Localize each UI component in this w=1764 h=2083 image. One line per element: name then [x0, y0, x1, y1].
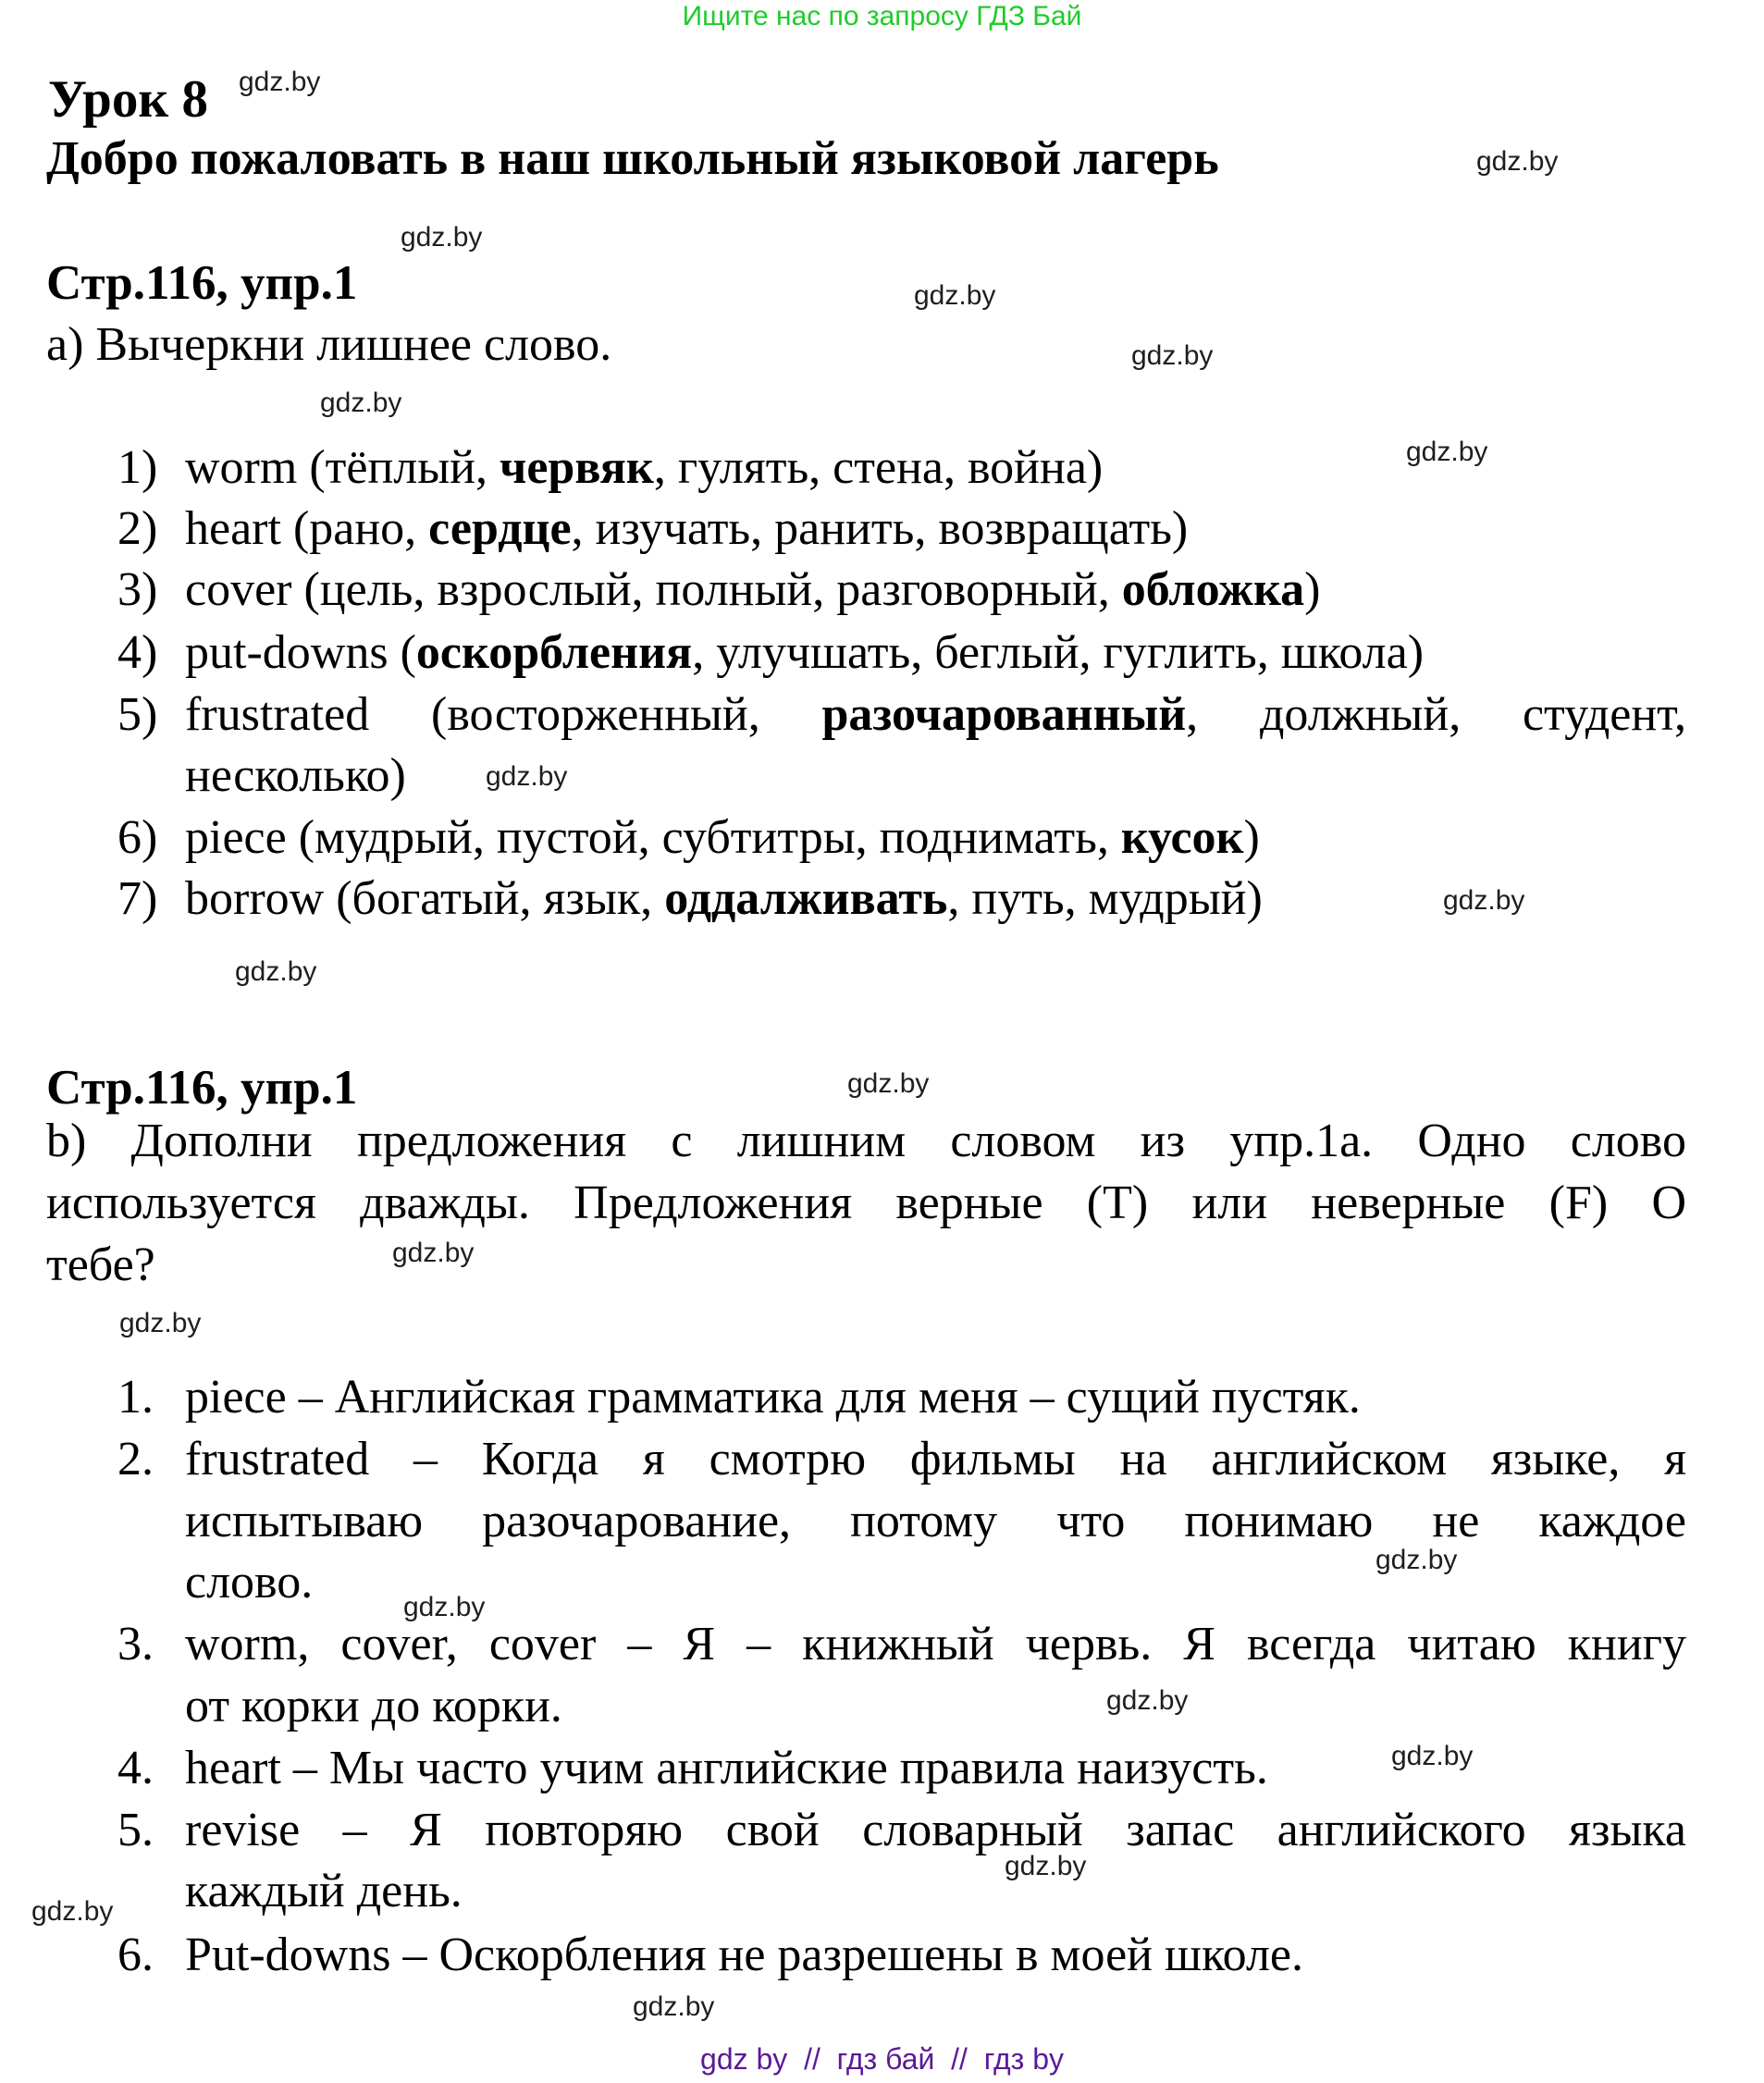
item-text: heart – Мы часто учим английские правила наизусть.: [185, 1742, 1268, 1794]
watermark: gdz.by: [119, 1308, 202, 1338]
item-number: 5): [117, 688, 158, 741]
watermark: gdz.by: [320, 388, 402, 418]
watermark: gdz.by: [1476, 146, 1559, 177]
watermark: gdz.by: [31, 1896, 114, 1927]
item-number: 3): [117, 563, 158, 616]
watermark: gdz.by: [1106, 1685, 1189, 1716]
answer-word: обложка: [1121, 563, 1305, 616]
item-text: worm (тёплый, червяк, гулять, стена, война): [185, 441, 1104, 494]
answer-word: оскорбления: [415, 626, 693, 679]
answer-word: кусок: [1120, 811, 1244, 864]
item-number: 4.: [117, 1742, 154, 1794]
instruction-line: используется дважды. Предложения верные (T) или неверные (F) О: [46, 1177, 1686, 1229]
item-text: frustrated (восторженный, разочарованный, должный, студент,: [185, 688, 1686, 741]
list-item: [0, 441, 1764, 499]
item-text: heart (рано, сердце, изучать, ранить, возвращать): [185, 502, 1189, 555]
instruction-line: тебе?: [46, 1239, 155, 1291]
list-item: [0, 688, 1764, 811]
instruction-line: b) Дополни предложения с лишним словом из упр.1a. Одно слово: [46, 1115, 1686, 1167]
lesson-title: Добро пожаловать в наш школьный языковой лагерь: [46, 132, 1219, 185]
list-item: [0, 1931, 1764, 1987]
watermark: gdz.by: [401, 222, 483, 253]
watermark: gdz.by: [1131, 340, 1214, 371]
item-text-continued: испытываю разочарование, потому что понимаю не каждое: [185, 1495, 1686, 1547]
item-number: 1.: [117, 1371, 154, 1424]
item-text: Put-downs – Оскорбления не разрешены в моей школе.: [185, 1929, 1303, 1981]
answer-word: оддалживать: [664, 872, 948, 925]
answer-word: сердце: [428, 502, 572, 555]
answer-word: разочарованный: [821, 688, 1187, 741]
watermark: gdz.by: [847, 1068, 930, 1099]
watermark: gdz.by: [403, 1592, 486, 1622]
list-item: [0, 1371, 1764, 1429]
list-item: [0, 502, 1764, 561]
item-number: 2): [117, 502, 158, 555]
watermark: gdz.by: [914, 280, 996, 311]
watermark: gdz.by: [1005, 1851, 1087, 1881]
item-text: piece (мудрый, пустой, субтитры, поднимать, кусок): [185, 811, 1260, 864]
watermark: gdz.by: [235, 956, 317, 987]
item-text-continued: несколько): [185, 749, 406, 802]
item-number: 3.: [117, 1618, 154, 1670]
list-item: [0, 626, 1764, 684]
item-number: 6.: [117, 1929, 154, 1981]
list-item: [0, 563, 1764, 622]
item-number: 4): [117, 626, 158, 679]
watermark: gdz.by: [392, 1238, 475, 1268]
exercise-a-instruction: а) Вычеркни лишнее слово.: [46, 318, 612, 371]
item-number: 1): [117, 441, 158, 494]
exercise-a-heading: Стр.116, упр.1: [46, 256, 358, 310]
lesson-number: Урок 8: [48, 70, 208, 129]
item-text: worm, cover, cover – Я – книжный червь. Я всегда читаю книгу: [185, 1618, 1686, 1670]
exercise-b-heading: Стр.116, упр.1: [46, 1061, 358, 1115]
item-number: 5.: [117, 1804, 154, 1856]
item-text: frustrated – Когда я смотрю фильмы на английском языке, я: [185, 1433, 1686, 1485]
item-text-continued: каждый день.: [185, 1865, 463, 1917]
item-number: 6): [117, 811, 158, 864]
item-text: cover (цель, взрослый, полный, разговорный, обложка): [185, 563, 1321, 616]
item-text: piece – Английская грамматика для меня – сущий пустяк.: [185, 1371, 1361, 1424]
watermark: gdz.by: [633, 1991, 715, 2022]
exercise-b-instruction: [46, 1110, 1686, 1296]
watermark: gdz.by: [239, 67, 321, 97]
list-item: [0, 1744, 1764, 1800]
answer-word: червяк: [500, 441, 654, 494]
item-text-continued: от корки до корки.: [185, 1680, 562, 1732]
watermark: gdz.by: [486, 761, 568, 792]
item-text: revise – Я повторяю свой словарный запас английского языка: [185, 1804, 1686, 1856]
watermark: gdz.by: [1391, 1741, 1474, 1771]
watermark: gdz.by: [1406, 437, 1488, 467]
list-item: [0, 811, 1764, 869]
item-text: put-downs (оскорбления, улучшать, беглый, гуглить, школа): [185, 626, 1425, 679]
item-number: 7): [117, 872, 158, 925]
list-item: [0, 1806, 1764, 1927]
item-text: borrow (богатый, язык, оддалживать, путь, мудрый): [185, 872, 1263, 925]
list-item: [0, 1618, 1764, 1741]
watermark: gdz.by: [1443, 885, 1525, 916]
item-text-continued: слово.: [185, 1556, 314, 1608]
top-banner: Ищите нас по запросу ГДЗ Бай: [682, 1, 1082, 31]
list-item: [0, 1433, 1764, 1621]
footer-links: gdz by // гдз бай // гдз by: [700, 2042, 1064, 2076]
item-number: 2.: [117, 1433, 154, 1485]
watermark: gdz.by: [1375, 1545, 1458, 1575]
